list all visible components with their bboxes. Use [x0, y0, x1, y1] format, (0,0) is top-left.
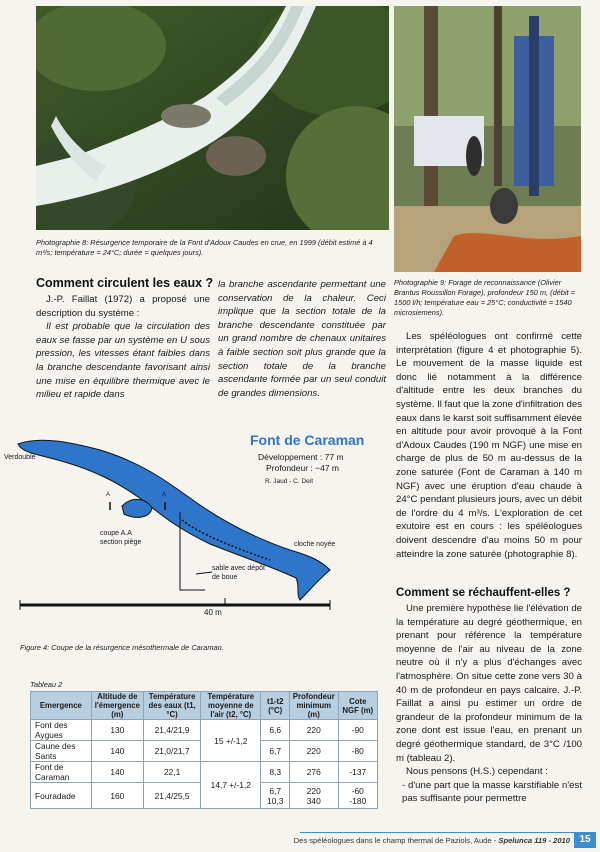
table-row: Caune des Sants 140 21,0/21,7 6,7 220 -80 — [31, 741, 378, 762]
figure-authors: R. Jaud - C. Deit — [265, 478, 314, 485]
table-row: Font de Caraman 140 22,1 14,7 +/-1,2 8,3 276 -137 — [31, 762, 378, 783]
footer-rule — [300, 832, 574, 833]
section1-left-text — [36, 293, 210, 402]
right-p1: Les spéléologues ont confirmé cette interprétation (figure 4 et photographie 5). Le mouvement de la masse liquide est donc lié notamment à la différence d'altitude entre les deux branches du système. Il faut que la zone d'infiltration des eaux dans le karst soit suffisamment élevée en altitude pour avoir provoqué à la Font d'Adoux Caudes (190 m NGF) une mise en charge de plus de 50 m au-dessus de la zone saturée (Font de Caraman à 140 m NGF) avec une éruption d'eau chaude à 24°C pendant plusieurs jours, avec un débit de l'ordre du 4 m³/s. L'exploration de cet exutoire est en cours : les spéléologues doivent descendre d'au moins 50 m pour atteindre la zone saturée (photographie 8). — [396, 331, 582, 560]
label-scale: 40 m — [204, 608, 222, 617]
th-emergence: Emergence — [31, 692, 92, 720]
photo8-caption: Photographie 8: Résurgence temporaire de la Font d'Adoux Caudes en crue, en 1999 (débit estimé à 4 m³/s; température = 24°C; durée = quelques jours). — [36, 238, 373, 257]
photo-drilling — [394, 6, 581, 272]
photo-resurgence — [36, 6, 389, 230]
heading-how-waters-flow: Comment circulent les eaux ? — [36, 276, 214, 290]
right-column — [396, 330, 582, 561]
footer-text — [294, 836, 570, 845]
section1-right-text — [218, 278, 386, 400]
label-sable-1: sable avec dépôt — [212, 565, 265, 572]
label-verdouble: Verdouble — [4, 454, 36, 461]
th-temp-eaux: Température des eaux (t1, °C) — [144, 692, 201, 720]
figure-depth: Profondeur : −47 m — [266, 463, 340, 473]
page-number: 15 — [574, 832, 596, 848]
table-2 — [30, 691, 378, 809]
label-coupe-aa: coupe A.A — [100, 530, 132, 537]
label-A-left: A — [106, 492, 111, 498]
air-temp-top: 15 +/-1,2 — [201, 720, 261, 762]
th-profondeur: Profondeur minimum (m) — [290, 692, 339, 720]
label-A-right: A — [162, 492, 167, 498]
table-row: Fouradade 160 21,4/25,5 6,7 10,3 220 340 -60 -180 — [31, 783, 378, 809]
photo9-caption: Photographie 9: Forage de reconnaissance (Olivier Brantus Roussillon Forage), profondeur 150 m, (débit = 1500 l/h; température eau = 25°C; conductivité = 1540 microsiemens). — [394, 278, 575, 317]
label-sable-2: de boue — [212, 574, 238, 581]
footer-journal: Spelunca 119 - 2010 — [498, 836, 570, 845]
label-cloche-noyee: cloche noyée — [294, 541, 336, 548]
th-altitude: Altitude de l'émergence (m) — [91, 692, 143, 720]
th-temp-air: Température moyenne de l'air (t2, °C) — [201, 692, 261, 720]
figure-development: Développement : 77 m — [258, 452, 344, 462]
footer-article: Des spéléologues dans le champ thermal de Paziols, Aude - — [293, 836, 499, 845]
heading-how-they-heat: Comment se réchauffent-elles ? — [396, 587, 571, 599]
th-cote: Cote NGF (m) — [338, 692, 377, 720]
section1-intro: J.-P. Faillat (1972) a proposé une description du système : — [36, 294, 210, 319]
table-header-row — [31, 692, 378, 720]
th-delta: t1-t2 (°C) — [261, 692, 290, 720]
label-section-piege: section piège — [100, 539, 142, 546]
right-p2: Une première hypothèse lie l'élévation de la température au degré géothermique, en prenant pour référence la température moyenne de l'air au niveau de la zone neutre où il n'y a plus d'échanges avec l'atmosphère. On situe cette zone vers 30 à 40 m de profondeur en pays calcaire. J.-P. Faillat a ainsi pu estimer un ordre de grandeur de la profondeur minimum de la zone dont est issue l'eau, en prenant un degré géothermique standard, de 3°C /100 m (tableau 2). — [396, 603, 582, 764]
section1-quote-right: la branche ascendante permettant une conservation de la chaleur. Ceci implique que la section totale de la branche descendante constituée par un grand nombre de chenaux unitaires à faible section soit plus grande que la section totale de la branche ascendante formée par un seul conduit de grandes dimensions. — [218, 279, 386, 399]
right-column-2 — [396, 602, 582, 806]
section1-quote-left: Il est probable que la circulation des eaux se fasse par un système en U sous pression, les vitesses étant faibles dans la branche descendante favorisant ainsi une mise en équilibre thermique avec le milieu et rapide dans — [36, 321, 210, 401]
page-footer — [0, 832, 600, 850]
table-title: Tableau 2 — [30, 680, 63, 689]
figure4-caption: Figure 4: Coupe de la résurgence mésothermale de Caraman. — [20, 643, 224, 652]
figure-caraman — [0, 410, 390, 650]
right-p3: Nous pensons (H.S.) cependant : — [406, 766, 548, 778]
figure-title: Font de Caraman — [250, 432, 365, 448]
air-temp-bottom: 14,7 +/-1,2 — [201, 762, 261, 809]
table-row: Font des Aygues 130 21,4/21,9 15 +/-1,2 6,6 220 -90 — [31, 720, 378, 741]
right-p4: - d'une part que la masse karstifiable n'est pas suffisante pour permettre — [402, 779, 582, 805]
